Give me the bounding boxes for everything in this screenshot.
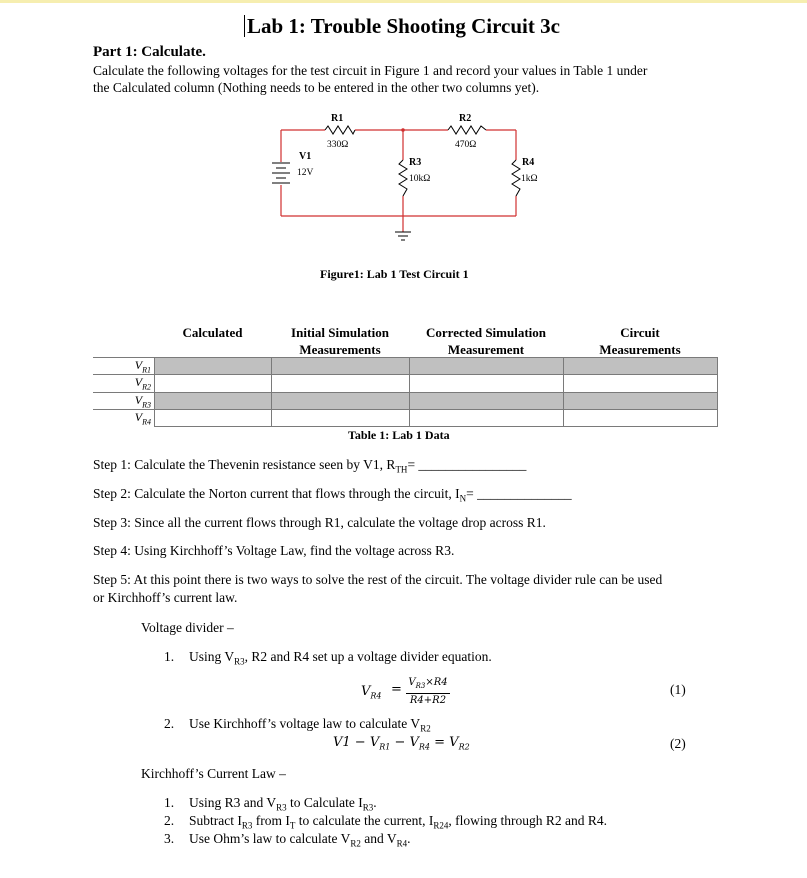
r2-label: R2 — [459, 113, 472, 124]
kcl-item3-text: Use Ohm’s law to calculate $V_{R2}$ and $V_{R4}$. — [189, 831, 411, 849]
col-header-corrected-simulation: Corrected Simulation Measurement — [426, 325, 546, 357]
ground-symbol — [395, 232, 411, 240]
r1-resistor-symbol — [325, 126, 355, 134]
figure-caption: Figure1: Lab 1 Test Circuit 1 — [320, 267, 469, 281]
v1-battery-symbol — [272, 163, 290, 183]
circuit-wires — [281, 130, 516, 232]
table-cell[interactable] — [564, 392, 718, 409]
voltage-divider-heading: Voltage divider – — [141, 620, 234, 635]
col-header-circuit-measurements: Circuit Measurements — [599, 325, 681, 357]
eq2-expression: $V1 - V_{R1} - V_{R4} = V_{R2}$ — [333, 735, 470, 752]
table-cell[interactable] — [410, 375, 564, 392]
row-label: $V_{R3}$ — [93, 392, 155, 409]
table-cell[interactable] — [410, 410, 564, 427]
table-cell[interactable] — [410, 358, 564, 375]
table-cell[interactable] — [155, 392, 272, 409]
r4-label: R4 — [522, 157, 535, 168]
table-cell[interactable] — [155, 358, 272, 375]
col-header-calculated: Calculated — [182, 325, 243, 340]
table-cell[interactable] — [564, 375, 718, 392]
table-row — [93, 392, 718, 409]
row-label: $V_{R1}$ — [93, 358, 155, 375]
table-cell[interactable] — [272, 410, 410, 427]
data-table — [93, 357, 718, 427]
eq1-denominator: R4+R2 — [409, 695, 447, 706]
part1-heading: Part 1: Calculate. — [93, 44, 206, 60]
table-caption: Table 1: Lab 1 Data — [348, 428, 450, 442]
row-label: $V_{R2}$ — [93, 375, 155, 392]
table-row — [93, 375, 718, 392]
vd-item1-number: 1. — [164, 649, 175, 664]
step-3: Step 3: Since all the current flows through R1, calculate the voltage drop across R1. — [93, 515, 546, 530]
r1-label: R1 — [331, 113, 344, 124]
table-cell[interactable] — [564, 410, 718, 427]
table-row — [93, 410, 718, 427]
table-cell[interactable] — [410, 392, 564, 409]
step-5-line1: Step 5: At this point there is two ways to solve the rest of the circuit. The voltage divider rule can be used — [93, 572, 663, 587]
r2-value: 470Ω — [455, 140, 477, 150]
step-1: Step 1: Calculate the Thevenin resistance seen by V1, $R_{TH}=$ ________________ — [93, 457, 527, 475]
eq1-lhs: $V_{R4}$ — [361, 684, 382, 701]
part1-intro-line1: Calculate the following voltages for the test circuit in Figure 1 and record your values in Table 1 under — [93, 63, 648, 78]
part1-intro-line2: the Calculated column (Nothing needs to be entered in the other two columns yet). — [93, 80, 540, 95]
r3-resistor-symbol — [399, 160, 407, 196]
eq1-equals: = — [391, 682, 402, 697]
kcl-item1-number: 1. — [164, 795, 175, 810]
step-4: Step 4: Using Kirchhoff’s Voltage Law, find the voltage across R3. — [93, 543, 455, 558]
table-cell[interactable] — [564, 358, 718, 375]
vd-item1-text: Using $V_{R3}$, R2 and R4 set up a voltage divider equation. — [189, 649, 492, 667]
r3-label: R3 — [409, 157, 422, 168]
r4-value: 1kΩ — [521, 174, 538, 184]
kcl-item2-text: Subtract $I_{R3}$ from $I_T$ to calculate the current, $I_{R24}$, flowing through R2 and R4. — [189, 813, 607, 831]
v1-label: V1 — [299, 151, 312, 162]
r2-resistor-symbol — [448, 126, 486, 134]
vd-item2-text: Use Kirchhoff’s voltage law to calculate $V_{R2}$ — [189, 716, 431, 734]
table-cell[interactable] — [272, 375, 410, 392]
v1-value: 12V — [297, 168, 314, 178]
kcl-item2-number: 2. — [164, 813, 175, 828]
r1-value: 330Ω — [327, 140, 349, 150]
col-header-initial-simulation: Initial Simulation Measurements — [291, 325, 389, 357]
r4-resistor-symbol — [512, 160, 520, 196]
kcl-item1-text: Using R3 and $V_{R3}$ to Calculate $I_{R3}$. — [189, 795, 377, 813]
kcl-item3-number: 3. — [164, 831, 175, 846]
table-cell[interactable] — [155, 375, 272, 392]
r3-value: 10kΩ — [409, 174, 431, 184]
table-row — [93, 358, 718, 375]
eq1-fraction-bar — [406, 693, 450, 694]
table-cell[interactable] — [272, 392, 410, 409]
page-title: Lab 1: Trouble Shooting Circuit 3c — [247, 14, 560, 38]
row-label: $V_{R4}$ — [93, 410, 155, 427]
vd-item2-number: 2. — [164, 716, 175, 731]
eq1-numerator: $V_{R3}\times R4$ — [408, 677, 448, 690]
step-2: Step 2: Calculate the Norton current that flows through the circuit, $I_N=$ ______________ — [93, 486, 572, 504]
kcl-heading: Kirchhoff’s Current Law – — [141, 766, 286, 781]
eq2-number: (2) — [670, 736, 686, 751]
junction-dot — [401, 128, 405, 132]
circuit-diagram — [0, 0, 807, 300]
table-cell[interactable] — [272, 358, 410, 375]
table-cell[interactable] — [155, 410, 272, 427]
eq1-number: (1) — [670, 682, 686, 697]
step-5-line2: or Kirchhoff’s current law. — [93, 590, 238, 605]
